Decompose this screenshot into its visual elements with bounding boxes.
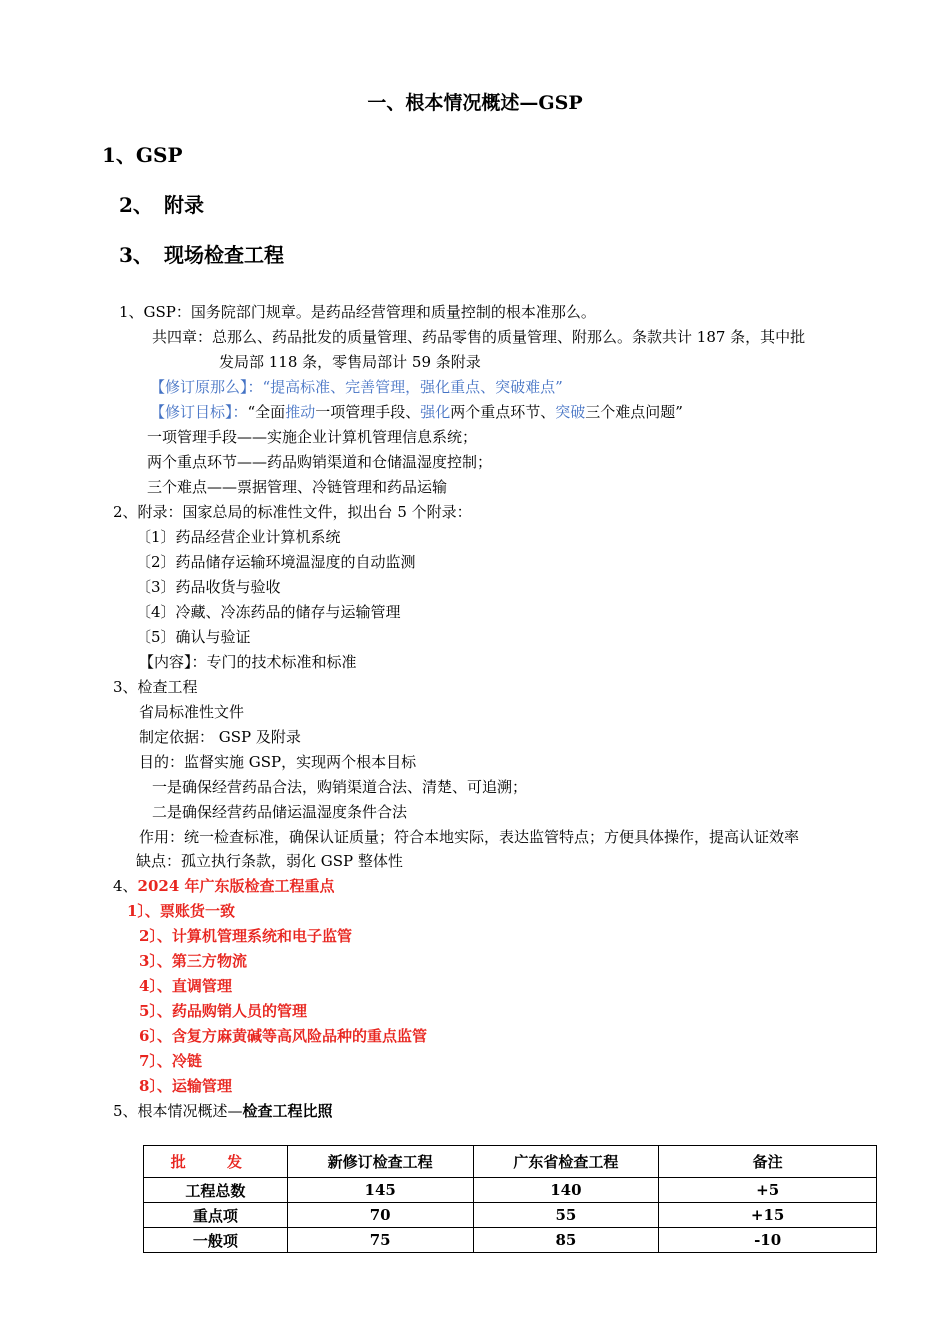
table-cell: 75 <box>287 1228 473 1253</box>
table-cell: 145 <box>287 1178 473 1203</box>
heading-2-number: 2、 <box>119 193 153 217</box>
sec3-line3: 制定依据： GSP 及附录 <box>139 728 301 746</box>
revision-goal <box>150 402 683 422</box>
revision-goal-label: 【修订目标】： <box>150 403 248 421</box>
table-cell: 重点项 <box>144 1203 288 1228</box>
sec2-line1: 2、附录：国家总局的标准性文件，拟出台 5 个附录： <box>113 503 472 521</box>
table-header-cell: 批 发 <box>144 1146 288 1178</box>
heading-gsp: 1、GSP <box>102 143 183 167</box>
sec4-title: 2024 年广东版检查工程重点 <box>137 877 335 895</box>
heading-inspection: 现场检查工程 <box>164 243 284 267</box>
focus-item-6: 6〕、含复方麻黄碱等高风险品种的重点监管 <box>139 1027 427 1045</box>
heading-appendix: 附录 <box>164 193 204 217</box>
point-1: 一项管理手段——实施企业计算机管理信息系统； <box>147 428 478 446</box>
sec5-heading <box>113 1101 333 1121</box>
page-title: 一、根本情况概述—GSP <box>367 92 583 114</box>
appendix-item-4: 〔4〕冷藏、冷冻药品的储存与运输管理 <box>136 603 401 621</box>
revision-principle <box>150 377 563 397</box>
table-header-row <box>144 1146 877 1178</box>
table-cell: +5 <box>659 1178 877 1203</box>
sec1-line1: 1、GSP：国务院部门规章。是药品经营管理和质量控制的根本准那么。 <box>119 303 596 321</box>
table-cell: -10 <box>659 1228 877 1253</box>
sec3-line6: 二是确保经营药品储运温湿度条件合法 <box>152 803 408 821</box>
appendix-content: 【内容】：专门的技术标准和标准 <box>139 653 357 671</box>
appendix-item-1: 〔1〕药品经营企业计算机系统 <box>136 528 341 546</box>
table-header-cell: 新修订检查工程 <box>287 1146 473 1178</box>
table-cell: 70 <box>287 1203 473 1228</box>
table-cell: 工程总数 <box>144 1178 288 1203</box>
appendix-item-3: 〔3〕药品收货与验收 <box>136 578 281 596</box>
sec1-line3: 发局部 118 条，零售局部计 59 条附录 <box>219 353 481 371</box>
revision-goal-w3: 突破 <box>555 403 586 421</box>
revision-principle-label: 【修订原那么】： <box>150 378 263 396</box>
revision-goal-t3: 三个难点问题” <box>585 403 683 421</box>
focus-item-8: 8〕、运输管理 <box>139 1077 232 1095</box>
focus-item-2: 2〕、计算机管理系统和电子监管 <box>139 927 352 945</box>
point-2: 两个重点环节——药品购销渠道和仓储温湿度控制； <box>147 453 493 471</box>
sec5-prefix: 5、根本情况概述— <box>113 1102 243 1120</box>
sec3-line4: 目的：监督实施 GSP，实现两个根本目标 <box>139 753 417 771</box>
focus-item-3: 3〕、第三方物流 <box>139 952 247 970</box>
table-cell: +15 <box>659 1203 877 1228</box>
point-3: 三个难点——票据管理、冷链管理和药品运输 <box>147 478 448 496</box>
appendix-item-2: 〔2〕药品储存运输环境温湿度的自动监测 <box>136 553 416 571</box>
table-row <box>144 1178 877 1203</box>
sec3-line1: 3、检查工程 <box>113 678 198 696</box>
sec4-prefix: 4、 <box>113 877 138 895</box>
comparison-table <box>143 1145 877 1253</box>
focus-item-1: 1〕、票账货一致 <box>127 902 235 920</box>
sec1-line2: 共四章：总那么、药品批发的质量管理、药品零售的质量管理、附那么。条款共计 187 条，其中批 <box>152 328 806 346</box>
revision-goal-t1: 一项管理手段、 <box>315 403 421 421</box>
focus-item-4: 4〕、直调管理 <box>139 977 232 995</box>
table-cell: 55 <box>473 1203 659 1228</box>
appendix-item-5: 〔5〕确认与验证 <box>136 628 251 646</box>
revision-principle-value: “提高标准、完善管理，强化重点、突破难点” <box>262 378 563 396</box>
table-cell: 一般项 <box>144 1228 288 1253</box>
sec3-line5: 一是确保经营药品合法，购销渠道合法、清楚、可追溯； <box>152 778 528 796</box>
revision-goal-w1: 推动 <box>285 403 316 421</box>
table-header-cell: 广东省检查工程 <box>473 1146 659 1178</box>
table-cell: 85 <box>473 1228 659 1253</box>
table-cell: 140 <box>473 1178 659 1203</box>
focus-item-5: 5〕、药品购销人员的管理 <box>139 1002 307 1020</box>
revision-goal-q1: “全面 <box>247 403 286 421</box>
sec3-line7: 作用：统一检查标准，确保认证质量；符合本地实际，表达监管特点；方便具体操作，提高认证效率 <box>139 828 800 846</box>
heading-3-number: 3、 <box>119 243 153 267</box>
sec3-line8: 缺点：孤立执行条款，弱化 GSP 整体性 <box>136 852 403 870</box>
sec3-line2: 省局标准性文件 <box>139 703 245 721</box>
revision-goal-t2: 两个重点环节、 <box>450 403 556 421</box>
table-header-cell: 备注 <box>659 1146 877 1178</box>
table-row <box>144 1228 877 1253</box>
revision-goal-w2: 强化 <box>420 403 451 421</box>
table-row <box>144 1203 877 1228</box>
sec4-heading <box>113 876 335 896</box>
sec5-bold: 检查工程比照 <box>242 1102 333 1120</box>
focus-item-7: 7〕、冷链 <box>139 1052 202 1070</box>
